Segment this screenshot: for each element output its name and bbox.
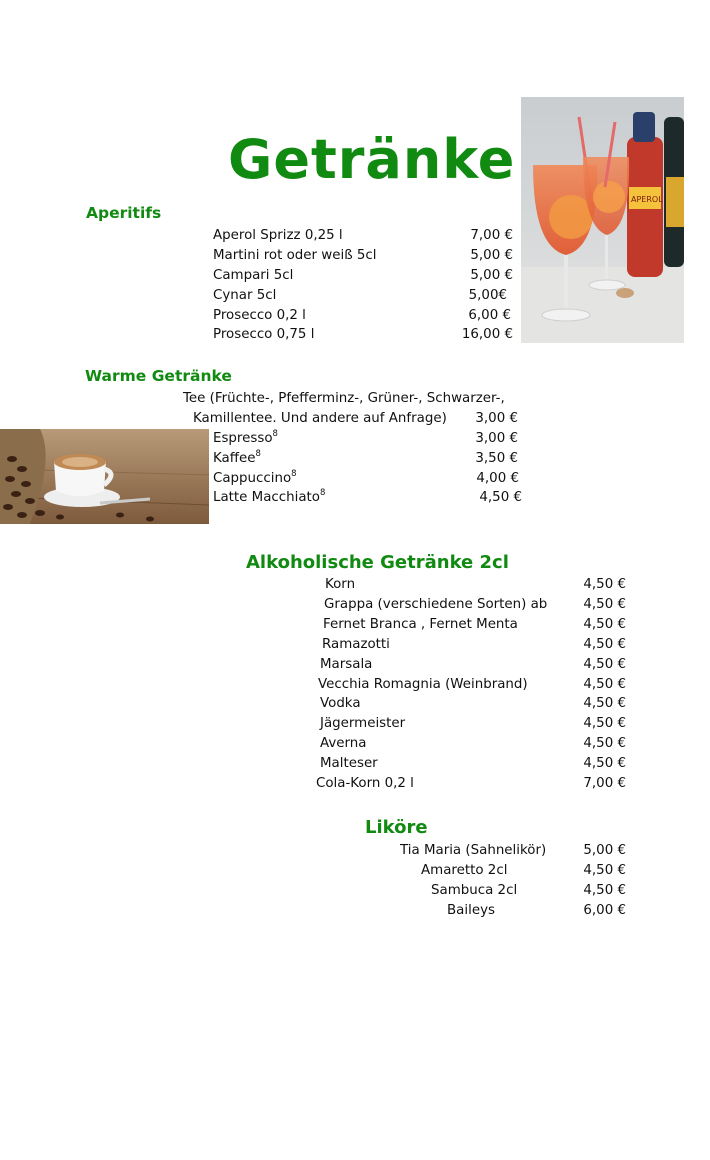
menu-item-price: 4,50 € xyxy=(583,756,626,771)
menu-item-price: 4,50 € xyxy=(583,716,626,731)
aperol-spritz-photo xyxy=(521,97,684,343)
menu-item-name: Marsala xyxy=(320,657,373,672)
menu-item-name: Tia Maria (Sahnelikör) xyxy=(400,843,547,858)
menu-item-name: Vodka xyxy=(320,696,361,711)
menu-item-name xyxy=(213,488,325,508)
menu-item-name xyxy=(213,429,278,449)
menu-item-price: 3,00 € xyxy=(475,431,518,446)
menu-item-price: 4,50 € xyxy=(583,883,626,898)
menu-item-name: Averna xyxy=(320,736,367,751)
menu-item-price: 4,50 € xyxy=(583,597,626,612)
menu-item-name: Prosecco 0,75 l xyxy=(213,327,315,342)
menu-item-name: Baileys xyxy=(447,903,495,918)
menu-item-price: 4,50 € xyxy=(479,490,522,505)
page-title: Getränke xyxy=(228,128,516,191)
coffee-cup-photo xyxy=(0,429,209,524)
footnote-marker: 8 xyxy=(255,449,261,459)
menu-item-name: Malteser xyxy=(320,756,378,771)
menu-item-price: 4,50 € xyxy=(583,637,626,652)
menu-item-name: Sambuca 2cl xyxy=(431,883,518,898)
menu-item-price: 5,00 € xyxy=(470,268,513,283)
menu-item-price: 7,00 € xyxy=(470,228,513,243)
menu-item-name: Korn xyxy=(325,577,356,592)
menu-item-price: 5,00€ xyxy=(468,288,507,303)
footnote-marker: 8 xyxy=(291,469,297,479)
menu-item-name: Aperol Sprizz 0,25 l xyxy=(213,228,343,243)
footnote-marker: 8 xyxy=(272,429,278,439)
menu-item-price: 5,00 € xyxy=(583,843,626,858)
menu-item-price: 6,00 € xyxy=(583,903,626,918)
menu-item-name: Grappa (verschiedene Sorten) ab xyxy=(324,597,548,612)
menu-item-price: 4,50 € xyxy=(583,657,626,672)
menu-item-name: Ramazotti xyxy=(322,637,390,652)
menu-item-label: Cappuccino xyxy=(213,471,292,486)
svg-text:APEROL: APEROL xyxy=(631,195,663,204)
menu-item-name xyxy=(213,469,297,489)
menu-item-name: Cynar 5cl xyxy=(213,288,277,303)
menu-item-price: 6,00 € xyxy=(468,308,511,323)
aperitifs-heading: Aperitifs xyxy=(86,204,162,222)
menu-item-name: Prosecco 0,2 l xyxy=(213,308,306,323)
menu-item-label: Latte Macchiato xyxy=(213,490,321,505)
menu-item-price: 4,50 € xyxy=(583,577,626,592)
footnote-marker: 8 xyxy=(320,488,326,498)
liqueurs-heading: Liköre xyxy=(365,817,428,838)
menu-item-name: Martini rot oder weiß 5cl xyxy=(213,248,377,263)
menu-item-name: Vecchia Romagnia (Weinbrand) xyxy=(318,677,528,692)
tea-line-2: Kamillentee. Und andere auf Anfrage) xyxy=(193,411,447,426)
tea-price: 3,00 € xyxy=(475,411,518,426)
menu-item-price: 4,50 € xyxy=(583,863,626,878)
menu-item-name: Amaretto 2cl xyxy=(421,863,508,878)
warm-drinks-heading: Warme Getränke xyxy=(85,367,232,385)
menu-item-price: 4,00 € xyxy=(476,471,519,486)
menu-item-price: 4,50 € xyxy=(583,677,626,692)
menu-item-price: 4,50 € xyxy=(583,696,626,711)
menu-item-label: Espresso xyxy=(213,431,273,446)
menu-item-name: Cola-Korn 0,2 l xyxy=(316,776,414,791)
tea-line-1: Tee (Früchte-, Pfefferminz-, Grüner-, Schwarzer-, xyxy=(183,391,505,406)
menu-item-name: Fernet Branca , Fernet Menta xyxy=(323,617,518,632)
menu-item-name xyxy=(213,449,261,469)
menu-item-name: Campari 5cl xyxy=(213,268,294,283)
menu-item-price: 5,00 € xyxy=(470,248,513,263)
menu-item-price: 16,00 € xyxy=(461,327,513,342)
menu-item-label: Kaffee xyxy=(213,451,256,466)
menu-item-price: 7,00 € xyxy=(583,776,626,791)
menu-item-price: 4,50 € xyxy=(583,617,626,632)
menu-item-price: 3,50 € xyxy=(475,451,518,466)
menu-item-price: 4,50 € xyxy=(583,736,626,751)
menu-item-name: Jägermeister xyxy=(320,716,406,731)
alcoholic-drinks-heading: Alkoholische Getränke 2cl xyxy=(246,552,509,573)
